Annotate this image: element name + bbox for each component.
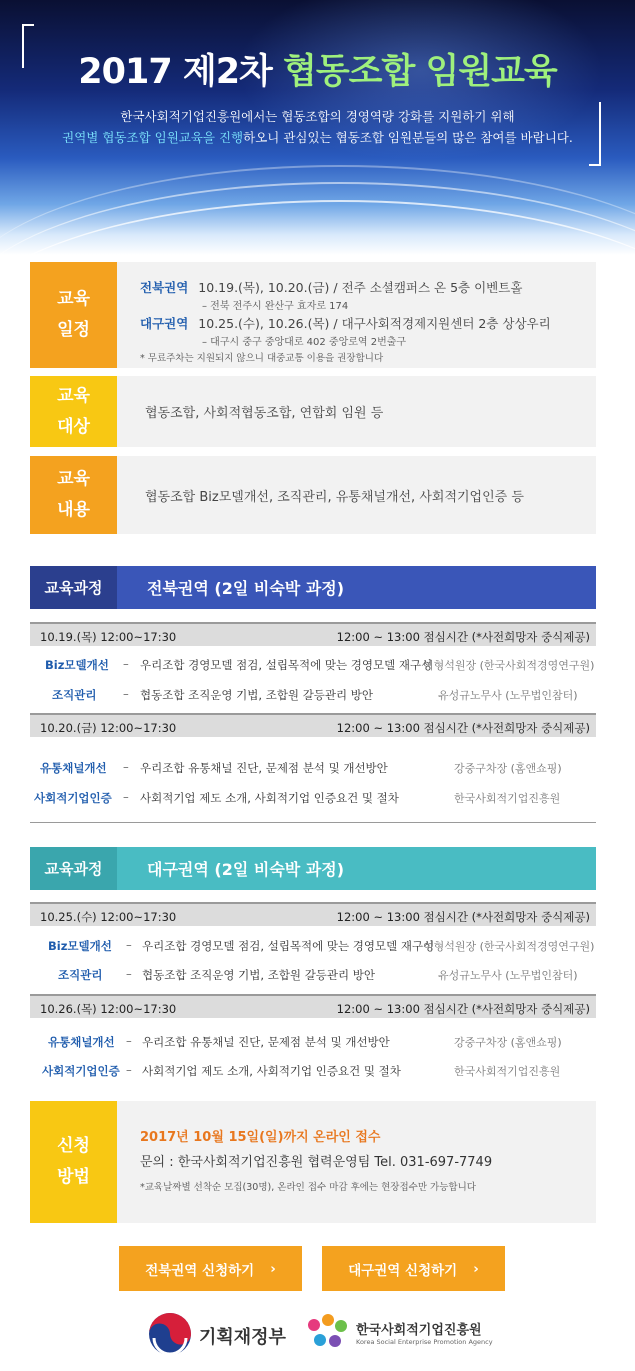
day-row (30, 713, 596, 737)
region-label: 전북권역 (140, 280, 189, 295)
button-label: 전북권역 신청하기 (145, 1262, 255, 1279)
content-text: 협동조합 Biz모델개선, 조직관리, 유통채널개선, 사회적기업인증 등 (145, 489, 524, 505)
section-divider (30, 822, 596, 823)
course-row (30, 1060, 596, 1080)
course-row (30, 654, 596, 674)
course-title: 전북권역 (2일 비숙박 과정) (117, 566, 596, 609)
apply-daegu-button[interactable] (322, 1246, 505, 1291)
course-topic: 사회적기업인증 (34, 791, 112, 805)
chevron-right-icon: › (270, 1260, 276, 1277)
dash: – (126, 1063, 132, 1077)
target-label (30, 376, 117, 447)
apply-note: *교육날짜별 선착순 모집(30명), 온라인 접수 마감 후에는 현장접수만 가능합니다 (140, 1182, 476, 1193)
label-line: 교육 (57, 385, 90, 406)
day-lunch: 12:00 ~ 13:00 점심시간 (*사전희망자 중식제공) (336, 1002, 590, 1016)
course-desc: 우리조합 경영모델 점검, 설립목적에 맞는 경영모델 재구성 (142, 939, 435, 953)
course-desc: 사회적기업 제도 소개, 사회적기업 인증요건 및 절차 (140, 791, 399, 805)
schedule-note: * 무료주차는 지원되지 않으니 대중교통 이용을 권장합니다 (140, 353, 384, 364)
apply-jeonbuk-button[interactable] (119, 1246, 302, 1291)
day-row (30, 902, 596, 926)
course-instructor: 강중구차장 (홈앤쇼핑) (454, 762, 562, 775)
day-date: 10.20.(금) 12:00~17:30 (40, 721, 177, 735)
course-instructor: 유성규노무사 (노무법인참터) (438, 969, 578, 982)
apply-body (122, 1101, 596, 1223)
course-desc: 우리조합 유통채널 진단, 문제점 분석 및 개선방안 (140, 761, 388, 775)
course-instructor: 이형석원장 (한국사회적경영연구원) (423, 659, 595, 672)
apply-label (30, 1101, 117, 1223)
course-row (30, 1031, 596, 1051)
day-date: 10.26.(목) 12:00~17:30 (40, 1002, 177, 1016)
course-title: 대구권역 (2일 비숙박 과정) (117, 847, 596, 890)
label-line: 내용 (57, 500, 90, 520)
course-desc: 우리조합 경영모델 점검, 설립목적에 맞는 경영모델 재구성 (140, 658, 433, 672)
dash: – (123, 790, 129, 804)
schedule-box (30, 262, 596, 368)
dash: – (126, 967, 132, 981)
dash: – (123, 760, 129, 774)
schedule-item (140, 278, 522, 312)
course-topic: Biz모델개선 (45, 658, 109, 672)
label-line: 교육 (57, 289, 90, 309)
day-date: 10.19.(목) 12:00~17:30 (40, 630, 177, 644)
schedule-body (122, 262, 596, 368)
dash: – (123, 687, 129, 701)
dash: – (123, 657, 129, 671)
course-row (30, 935, 596, 955)
title-highlight: 협동조합 임원교육 (283, 52, 557, 92)
moef-logo-text: 기획재정부 (199, 1327, 286, 1348)
apply-box (30, 1101, 596, 1223)
course-instructor: 한국사회적기업진흥원 (454, 1065, 561, 1078)
course-desc: 협동조합 조직운영 기법, 조합원 갈등관리 방안 (140, 688, 374, 702)
course-desc: 우리조합 유통채널 진단, 문제점 분석 및 개선방안 (142, 1035, 390, 1049)
course-instructor: 유성규노무사 (노무법인참터) (438, 689, 578, 702)
day-row (30, 622, 596, 646)
chevron-right-icon: › (473, 1260, 479, 1277)
course-topic: 사회적기업인증 (42, 1064, 120, 1078)
label-line: 일정 (57, 320, 90, 340)
course-daegu-header (30, 847, 596, 890)
schedule-main: 10.19.(목), 10.20.(금) / 전주 소셜캠퍼스 온 5층 이벤트홀 (198, 280, 523, 295)
course-jeonbuk-header (30, 566, 596, 609)
course-topic: 조직관리 (58, 968, 103, 982)
course-topic: Biz모델개선 (48, 939, 112, 953)
schedule-item (140, 314, 551, 348)
schedule-main: 10.25.(수), 10.26.(목) / 대구사회적경제지원센터 2층 상상우리 (198, 316, 551, 331)
course-tag: 교육과정 (30, 566, 117, 609)
desc-highlight: 권역별 협동조합 임원교육을 진행 (62, 130, 244, 145)
day-lunch: 12:00 ~ 13:00 점심시간 (*사전희망자 중식제공) (336, 721, 590, 735)
schedule-address: – 대구시 중구 중앙대로 402 중앙로역 2번출구 (202, 337, 407, 348)
footer-logos (0, 1309, 635, 1359)
course-desc: 협동조합 조직운영 기법, 조합원 갈등관리 방안 (142, 968, 376, 982)
schedule-label (30, 262, 117, 368)
day-lunch: 12:00 ~ 13:00 점심시간 (*사전희망자 중식제공) (336, 910, 590, 924)
apply-contact: 문의 : 한국사회적기업진흥원 협력운영팀 Tel. 031-697-7749 (140, 1155, 493, 1170)
kosea-logo-icon (302, 1311, 352, 1355)
apply-deadline: 2017년 10월 15일(일)까지 온라인 접수 (140, 1130, 381, 1145)
moef-emblem-icon (148, 1312, 192, 1356)
kosea-logo-text: 한국사회적기업진흥원 (356, 1323, 482, 1338)
kosea-logo-subtext: Korea Social Enterprise Promotion Agency (356, 1338, 493, 1346)
desc-line-2 (0, 127, 635, 148)
schedule-address: – 전북 전주시 완산구 효자로 174 (202, 301, 349, 312)
course-row (30, 964, 596, 984)
dash: – (126, 938, 132, 952)
course-topic: 유통채널개선 (40, 761, 107, 775)
target-text: 협동조합, 사회적협동조합, 연합회 임원 등 (145, 406, 384, 421)
target-box (30, 376, 596, 447)
target-body (122, 376, 596, 447)
day-row (30, 994, 596, 1018)
button-label: 대구권역 신청하기 (348, 1262, 458, 1279)
label-line: 교육 (57, 469, 90, 489)
course-desc: 사회적기업 제도 소개, 사회적기업 인증요건 및 절차 (142, 1064, 401, 1078)
course-row (30, 757, 596, 777)
title-prefix: 2017 제2차 (78, 52, 272, 92)
content-box (30, 456, 596, 534)
dash: – (126, 1034, 132, 1048)
label-line: 신청 (57, 1136, 90, 1156)
day-lunch: 12:00 ~ 13:00 점심시간 (*사전희망자 중식제공) (336, 630, 590, 644)
course-instructor: 한국사회적기업진흥원 (454, 792, 561, 805)
content-label (30, 456, 117, 534)
course-row (30, 787, 596, 807)
label-line: 대상 (57, 416, 90, 437)
course-instructor: 이형석원장 (한국사회적경영연구원) (423, 940, 595, 953)
course-row (30, 684, 596, 704)
header-banner (0, 0, 635, 255)
day-date: 10.25.(수) 12:00~17:30 (40, 910, 177, 924)
page-title (0, 44, 635, 94)
course-instructor: 강중구차장 (홈앤쇼핑) (454, 1036, 562, 1049)
desc-rest: 하오니 관심있는 협동조합 임원분들의 많은 참여를 바랍니다. (243, 130, 573, 145)
course-topic: 유통채널개선 (48, 1035, 115, 1049)
desc-line-1: 한국사회적기업진흥원에서는 협동조합의 경영역량 강화를 지원하기 위해 (120, 109, 515, 124)
content-body (122, 456, 596, 534)
course-tag: 교육과정 (30, 847, 117, 890)
label-line: 방법 (57, 1167, 90, 1187)
course-topic: 조직관리 (52, 688, 97, 702)
header-description (0, 106, 635, 148)
region-label: 대구권역 (140, 316, 189, 331)
